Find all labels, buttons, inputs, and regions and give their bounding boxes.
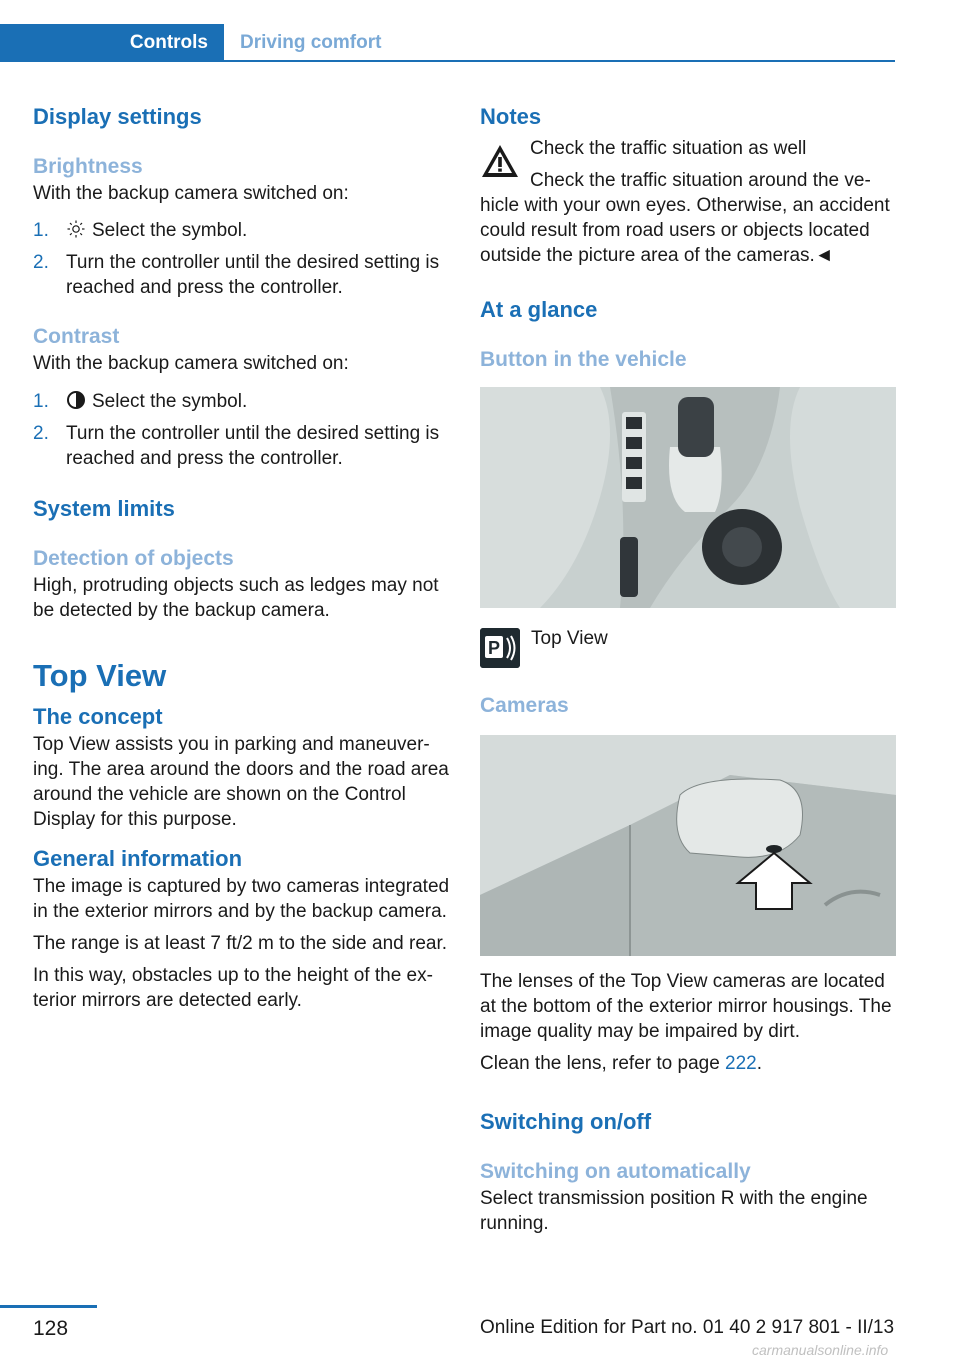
watermark: carmanualsonline.info bbox=[752, 1342, 889, 1358]
footer-accent-line bbox=[0, 1305, 97, 1308]
contrast-steps bbox=[33, 389, 451, 471]
brightness-steps bbox=[33, 218, 451, 300]
page-222-link[interactable]: 222 bbox=[725, 1053, 757, 1074]
general-text-1: The image is captured by two cameras integrated in the exterior mirrors and by the backup camera. bbox=[33, 876, 450, 922]
brightness-icon bbox=[66, 219, 86, 239]
page-number: 128 bbox=[33, 1317, 69, 1340]
warning-lead: Check the traffic situation around the ve- bbox=[530, 170, 871, 191]
step-text: Select the symbol. bbox=[92, 391, 248, 412]
list-item: 2. Turn the controller until the desired setting is reached and press the controller. bbox=[33, 423, 440, 469]
page-header bbox=[0, 24, 895, 62]
general-text-2: The range is at least 7 ft/2 m to the side and rear. bbox=[33, 933, 448, 954]
heading-button-in-vehicle: Button in the vehicle bbox=[480, 348, 687, 371]
cameras-clean-text bbox=[480, 1051, 896, 1076]
heading-notes: Notes bbox=[480, 104, 542, 129]
top-view-button-label: Top View bbox=[531, 628, 608, 649]
heading-contrast: Contrast bbox=[33, 325, 120, 348]
list-item: 2. Turn the controller until the desired setting is reached and press the controller. bbox=[33, 252, 440, 298]
center-console-illustration bbox=[480, 387, 896, 608]
clean-text-suffix: . bbox=[756, 1053, 763, 1074]
heading-system-limits: System limits bbox=[33, 496, 175, 521]
heading-switching-on-automatically: Switching on automatically bbox=[480, 1160, 751, 1183]
heading-cameras: Cameras bbox=[480, 694, 569, 717]
step-text: Turn the controller until the desired setting is reached and press the controller. bbox=[66, 423, 440, 469]
heading-switching-on-off: Switching on/off bbox=[480, 1109, 652, 1134]
heading-display-settings: Display settings bbox=[33, 104, 202, 129]
list-item: 1. Select the symbol. bbox=[33, 391, 248, 412]
top-view-button-row bbox=[480, 628, 896, 668]
brightness-intro: With the backup camera switched on: bbox=[33, 183, 349, 204]
center-console-photo bbox=[480, 387, 896, 608]
step-text: Turn the controller until the desired setting is reached and press the controller. bbox=[66, 252, 440, 298]
right-column bbox=[480, 100, 896, 1236]
switching-auto-text: Select transmission position R with the engine running. bbox=[480, 1188, 868, 1234]
step-text: Select the symbol. bbox=[92, 220, 248, 241]
concept-text: Top View assists you in parking and maneuver-ing. The area around the doors and the road area around the vehicle are shown on the Control Display for this purpose. bbox=[33, 734, 449, 830]
heading-general-information: General information bbox=[33, 846, 243, 871]
exterior-mirror-photo bbox=[480, 735, 896, 956]
svg-text:P: P bbox=[487, 638, 501, 658]
contrast-intro: With the backup camera switched on: bbox=[33, 353, 349, 374]
top-view-button-icon[interactable] bbox=[480, 628, 520, 668]
edition-text: Online Edition for Part no. 01 40 2 917 801 - II/13 bbox=[480, 1317, 895, 1338]
warning-icon bbox=[480, 142, 520, 180]
list-item: 1. Select the symbol. bbox=[33, 220, 248, 241]
exterior-mirror-illustration bbox=[480, 735, 896, 956]
warning-block bbox=[480, 136, 896, 193]
heading-top-view: Top View bbox=[33, 658, 167, 693]
warning-title: Check the traffic situation as well bbox=[530, 138, 807, 159]
left-column bbox=[33, 100, 451, 1013]
heading-the-concept: The concept bbox=[33, 704, 163, 729]
warning-text: hicle with your own eyes. Otherwise, an accident could result from road users or objects located outside the picture area of the cameras.◄ bbox=[480, 195, 890, 266]
general-text-3: In this way, obstacles up to the height of the ex-terior mirrors are detected early. bbox=[33, 965, 433, 1011]
section-tab-controls[interactable]: Controls bbox=[0, 24, 224, 62]
heading-at-a-glance: At a glance bbox=[480, 297, 598, 322]
heading-detection-of-objects: Detection of objects bbox=[33, 547, 234, 570]
section-tab-driving-comfort[interactable]: Driving comfort bbox=[240, 32, 382, 53]
contrast-icon bbox=[66, 390, 86, 410]
heading-brightness: Brightness bbox=[33, 155, 143, 178]
cameras-text: The lenses of the Top View cameras are located at the bottom of the exterior mirror housings. The image quality may be impaired by dirt. bbox=[480, 971, 892, 1042]
clean-text-prefix: Clean the lens, refer to page bbox=[480, 1053, 726, 1074]
detection-text: High, protruding objects such as ledges may not be detected by the backup camera. bbox=[33, 575, 439, 621]
